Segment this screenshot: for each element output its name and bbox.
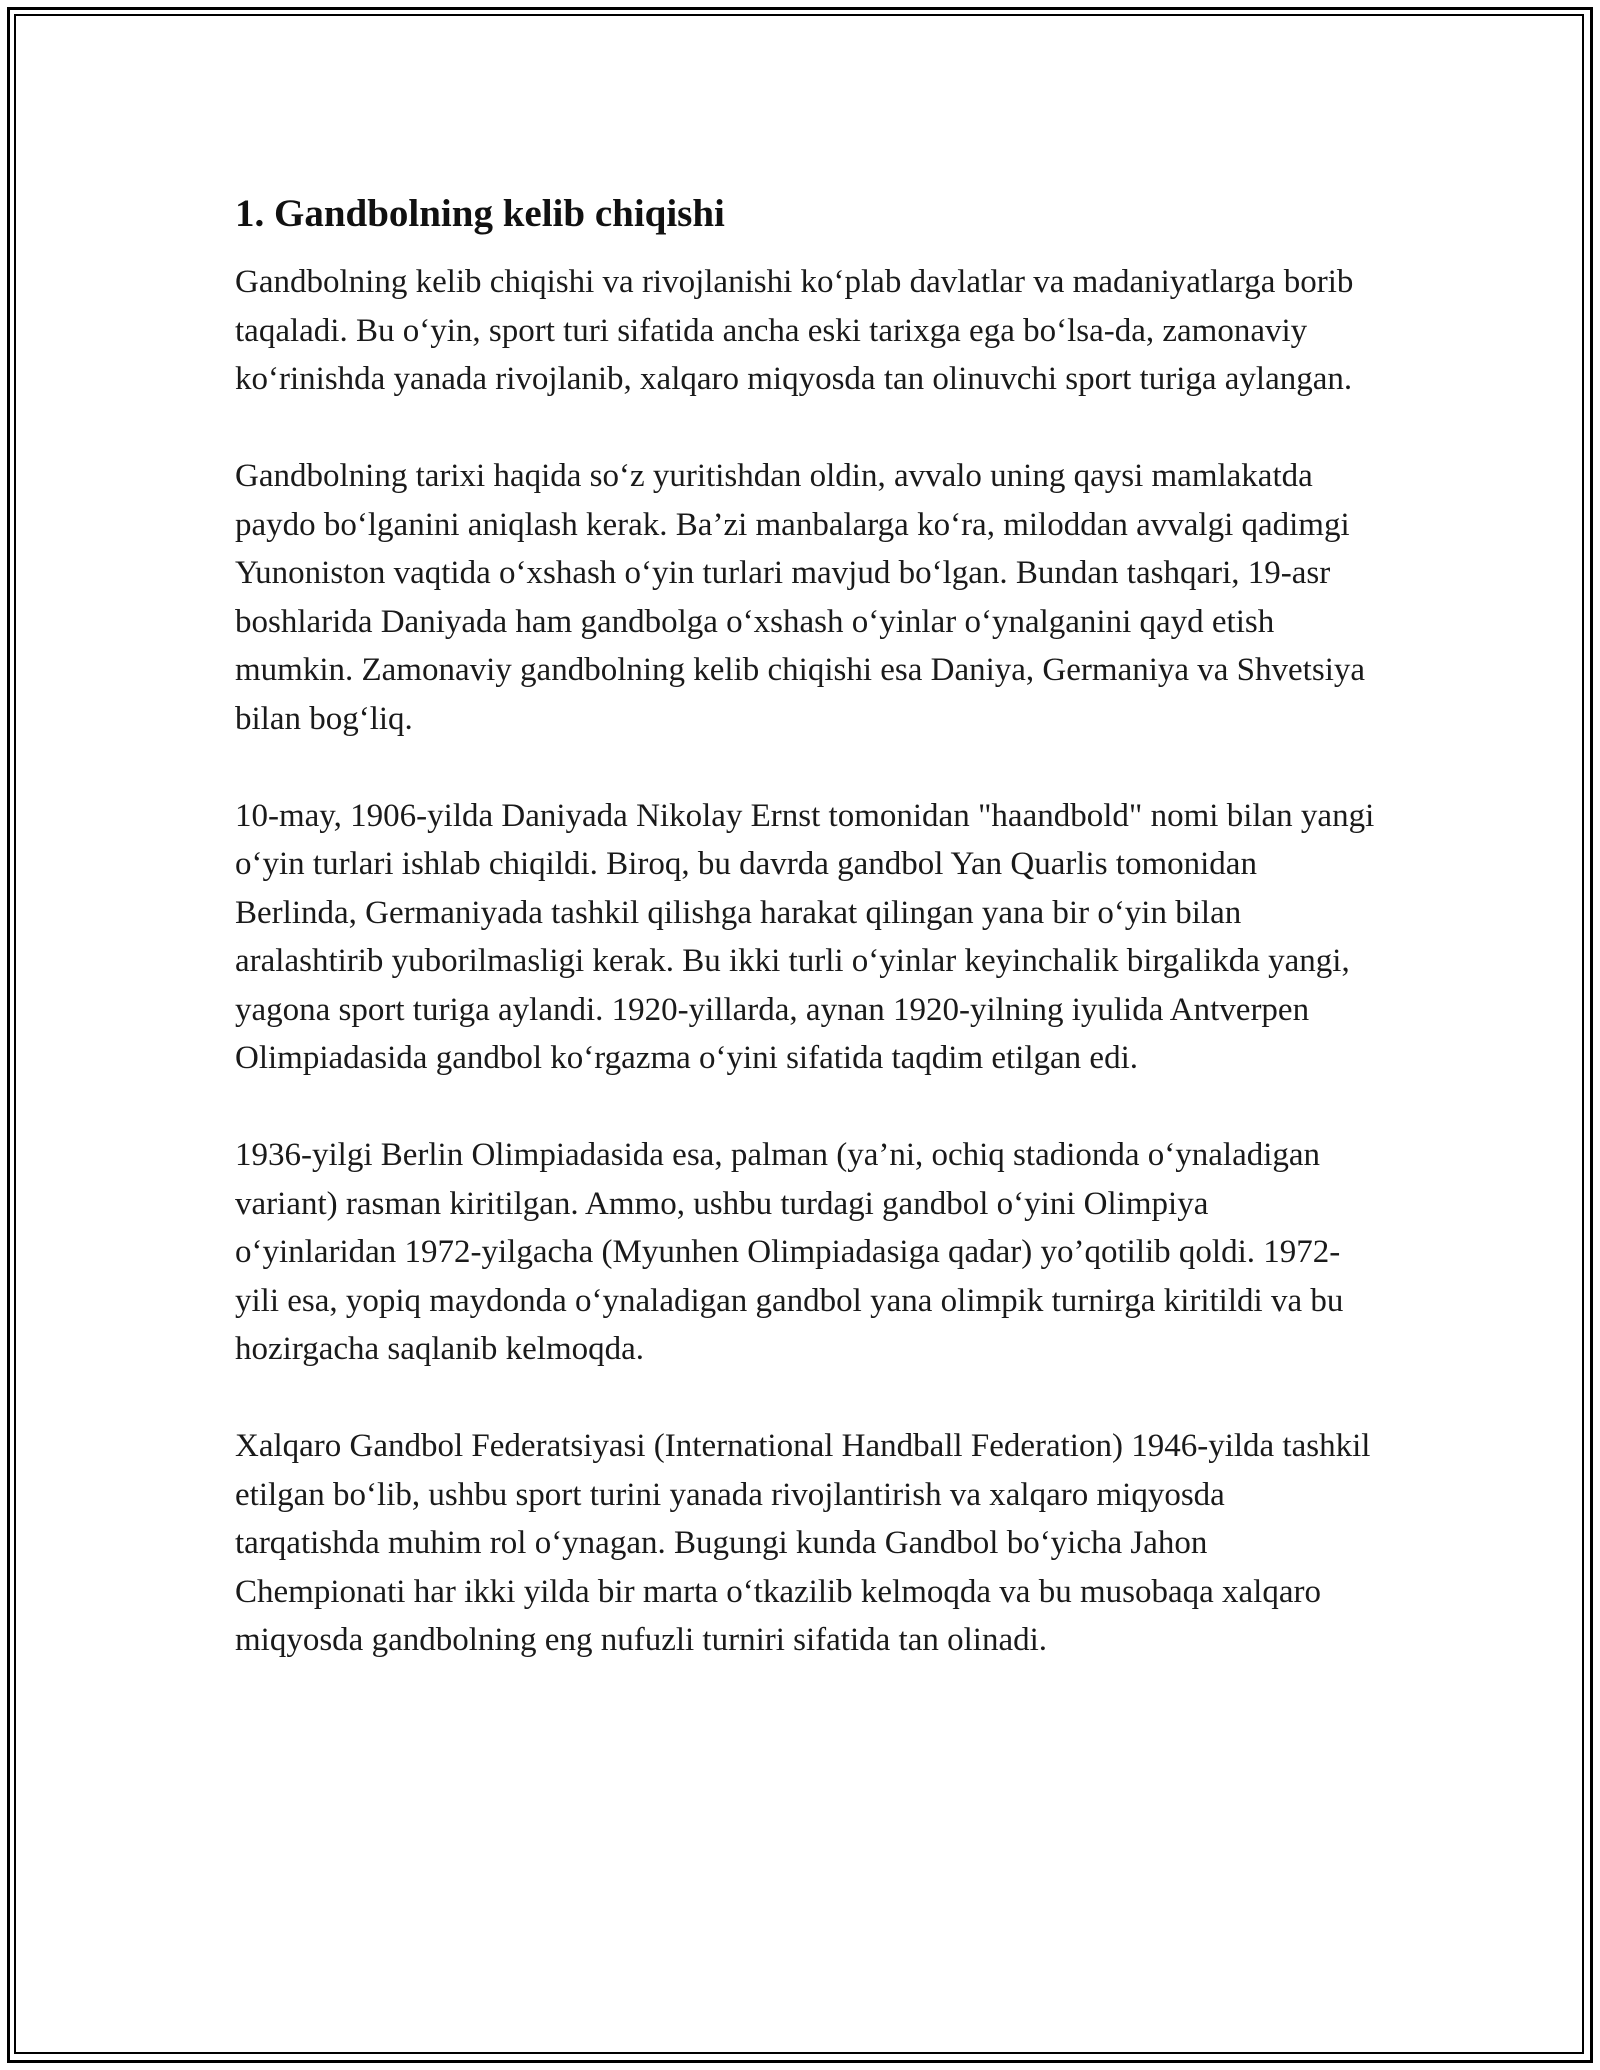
- paragraph-ihf: Xalqaro Gandbol Federatsiyasi (International Handball Federation) 1946-yilda tashkil etilgan bo‘lib, ushbu sport turini yanada rivojlantirish va xalqaro miqyosda tarqatishda muhim rol o‘ynagan. Bugungi kunda Gandbol bo‘yicha Jahon Chempionati har ikki yilda bir marta o‘tkazilib kelmoqda va bu musobaqa xalqaro miqyosda gandbolning eng nufuzli turniri sifatida tan olinadi.: [235, 1428, 1371, 1658]
- paragraph-olympics: 1936-yilgi Berlin Olimpiadasida esa, palman (ya’ni, ochiq stadionda o‘ynaladigan variant) rasman kiritilgan. Ammo, ushbu turdagi gandbol o‘yini Olimpiya o‘yinlaridan 1972-yilgacha (Myunhen Olimpiadasiga qadar) yo’qotilib qoldi. 1972-yili esa, yopiq maydonda o‘ynaladigan gandbol yana olimpik turnirga kiritildi va bu hozirgacha saqlanib kelmoqda.: [235, 1137, 1344, 1367]
- section-heading: 1. Gandbolning kelib chiqishi: [235, 192, 725, 235]
- paragraph-origins: Gandbolning kelib chiqishi va rivojlanishi ko‘plab davlatlar va madaniyatlarga borib taqaladi. Bu o‘yin, sport turi sifatida ancha eski tarixga ega bo‘lsa-da, zamonaviy ko‘rinishda yanada rivojlanib, xalqaro miqyosda tan olinuvchi sport turiga aylangan.: [235, 264, 1354, 397]
- document-body: [235, 188, 1375, 1713]
- paragraph-history: Gandbolning tarixi haqida so‘z yuritishdan oldin, avvalo uning qaysi mamlakatda paydo bo‘lganini aniqlash kerak. Ba’zi manbalarga ko‘ra, miloddan avvalgi qadimgi Yunoniston vaqtida o‘xshash o‘yin turlari mavjud bo‘lgan. Bundan tashqari, 19-asr boshlarida Daniyada ham gandbolga o‘xshash o‘yinlar o‘ynalganini qayd etish mumkin. Zamonaviy gandbolning kelib chiqishi esa Daniya, Germaniya va Shvetsiya bilan bog‘liq.: [235, 458, 1366, 737]
- paragraph-1906: 10-may, 1906-yilda Daniyada Nikolay Ernst tomonidan "haandbold" nomi bilan yangi o‘yin turlari ishlab chiqildi. Biroq, bu davrda gandbol Yan Quarlis tomonidan Berlinda, Germaniyada tashkil qilishga harakat qilingan yana bir o‘yin bilan aralashtirib yuborilmasligi kerak. Bu ikki turli o‘yinlar keyinchalik birgalikda yangi, yagona sport turiga aylandi. 1920-yillarda, aynan 1920-yilning iyulida Antverpen Olimpiadasida gandbol ko‘rgazma o‘yini sifatida taqdim etilgan edi.: [235, 797, 1375, 1076]
